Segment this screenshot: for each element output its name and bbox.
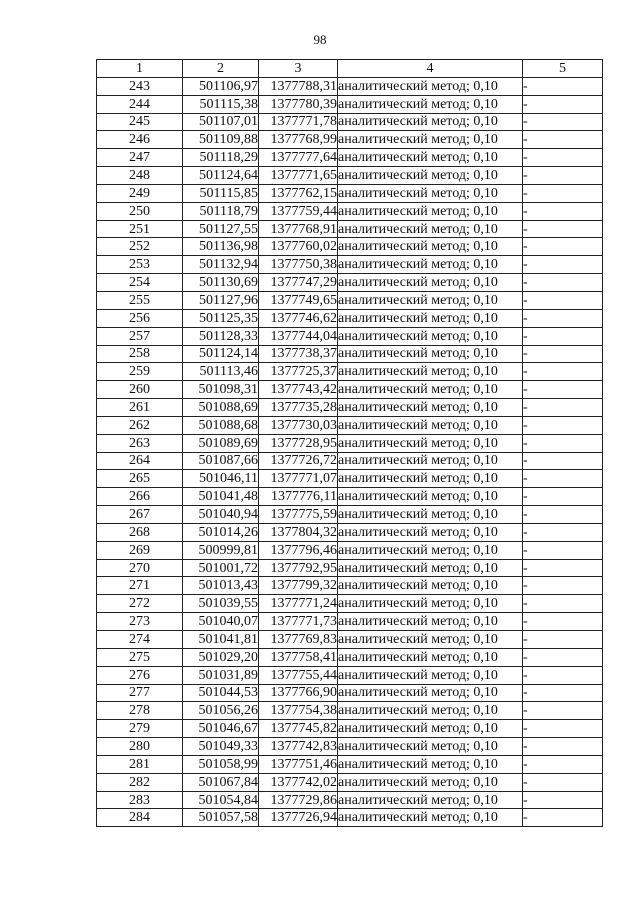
y-coordinate-cell: 1377729,86	[259, 791, 338, 809]
table-row	[97, 274, 603, 292]
table-row	[97, 345, 603, 363]
y-coordinate-cell: 1377766,90	[259, 684, 338, 702]
y-coordinate-cell: 1377747,29	[259, 274, 338, 292]
y-coordinate-cell: 1377771,73	[259, 613, 338, 631]
x-coordinate-cell: 501107,01	[183, 113, 259, 131]
note-cell: -	[523, 773, 603, 791]
table-row	[97, 167, 603, 185]
method-cell: аналитический метод; 0,10	[338, 238, 523, 256]
point-number-cell: 259	[97, 363, 183, 381]
x-coordinate-cell: 501057,58	[183, 809, 259, 827]
note-cell: -	[523, 684, 603, 702]
note-cell: -	[523, 167, 603, 185]
note-cell: -	[523, 702, 603, 720]
table-row	[97, 95, 603, 113]
x-coordinate-cell: 501054,84	[183, 791, 259, 809]
point-number-cell: 270	[97, 559, 183, 577]
x-coordinate-cell: 501115,38	[183, 95, 259, 113]
x-coordinate-cell: 501046,67	[183, 720, 259, 738]
note-cell: -	[523, 131, 603, 149]
point-number-cell: 263	[97, 434, 183, 452]
point-number-cell: 278	[97, 702, 183, 720]
method-cell: аналитический метод; 0,10	[338, 577, 523, 595]
note-cell: -	[523, 291, 603, 309]
point-number-cell: 244	[97, 95, 183, 113]
point-number-cell: 274	[97, 631, 183, 649]
x-coordinate-cell: 501136,98	[183, 238, 259, 256]
y-coordinate-cell: 1377775,59	[259, 506, 338, 524]
page-number: 98	[313, 32, 327, 47]
note-cell: -	[523, 648, 603, 666]
note-cell: -	[523, 274, 603, 292]
note-cell: -	[523, 470, 603, 488]
note-cell: -	[523, 113, 603, 131]
note-cell: -	[523, 613, 603, 631]
y-coordinate-cell: 1377745,82	[259, 720, 338, 738]
method-cell: аналитический метод; 0,10	[338, 755, 523, 773]
method-cell: аналитический метод; 0,10	[338, 167, 523, 185]
note-cell: -	[523, 488, 603, 506]
note-cell: -	[523, 238, 603, 256]
y-coordinate-cell: 1377776,11	[259, 488, 338, 506]
method-cell: аналитический метод; 0,10	[338, 256, 523, 274]
table-row	[97, 720, 603, 738]
note-cell: -	[523, 452, 603, 470]
x-coordinate-cell: 501128,33	[183, 327, 259, 345]
point-number-cell: 284	[97, 809, 183, 827]
x-coordinate-cell: 500999,81	[183, 541, 259, 559]
method-cell: аналитический метод; 0,10	[338, 648, 523, 666]
point-number-cell: 251	[97, 220, 183, 238]
point-number-cell: 271	[97, 577, 183, 595]
point-number-cell: 261	[97, 399, 183, 417]
table-row	[97, 327, 603, 345]
x-coordinate-cell: 501124,14	[183, 345, 259, 363]
y-coordinate-cell: 1377758,41	[259, 648, 338, 666]
y-coordinate-cell: 1377754,38	[259, 702, 338, 720]
note-cell: -	[523, 720, 603, 738]
y-coordinate-cell: 1377771,07	[259, 470, 338, 488]
x-coordinate-cell: 501130,69	[183, 274, 259, 292]
x-coordinate-cell: 501013,43	[183, 577, 259, 595]
method-cell: аналитический метод; 0,10	[338, 77, 523, 95]
table-row	[97, 738, 603, 756]
method-cell: аналитический метод; 0,10	[338, 113, 523, 131]
note-cell: -	[523, 809, 603, 827]
point-number-cell: 253	[97, 256, 183, 274]
table-header-row	[97, 60, 603, 78]
y-coordinate-cell: 1377728,95	[259, 434, 338, 452]
table-row	[97, 113, 603, 131]
point-number-cell: 252	[97, 238, 183, 256]
y-coordinate-cell: 1377738,37	[259, 345, 338, 363]
note-cell: -	[523, 577, 603, 595]
table-row	[97, 256, 603, 274]
point-number-cell: 273	[97, 613, 183, 631]
point-number-cell: 268	[97, 523, 183, 541]
y-coordinate-cell: 1377796,46	[259, 541, 338, 559]
note-cell: -	[523, 363, 603, 381]
method-cell: аналитический метод; 0,10	[338, 773, 523, 791]
point-number-cell: 266	[97, 488, 183, 506]
method-cell: аналитический метод; 0,10	[338, 95, 523, 113]
y-coordinate-cell: 1377799,32	[259, 577, 338, 595]
table-row	[97, 416, 603, 434]
table-row	[97, 559, 603, 577]
y-coordinate-cell: 1377769,83	[259, 631, 338, 649]
note-cell: -	[523, 202, 603, 220]
column-header: 2	[183, 60, 259, 78]
method-cell: аналитический метод; 0,10	[338, 720, 523, 738]
method-cell: аналитический метод; 0,10	[338, 363, 523, 381]
y-coordinate-cell: 1377746,62	[259, 309, 338, 327]
table-row	[97, 702, 603, 720]
point-number-cell: 276	[97, 666, 183, 684]
method-cell: аналитический метод; 0,10	[338, 809, 523, 827]
column-header: 3	[259, 60, 338, 78]
point-number-cell: 256	[97, 309, 183, 327]
y-coordinate-cell: 1377750,38	[259, 256, 338, 274]
x-coordinate-cell: 501087,66	[183, 452, 259, 470]
method-cell: аналитический метод; 0,10	[338, 684, 523, 702]
point-number-cell: 265	[97, 470, 183, 488]
method-cell: аналитический метод; 0,10	[338, 381, 523, 399]
note-cell: -	[523, 256, 603, 274]
table-row	[97, 452, 603, 470]
note-cell: -	[523, 184, 603, 202]
table-row	[97, 595, 603, 613]
x-coordinate-cell: 501132,94	[183, 256, 259, 274]
x-coordinate-cell: 501041,81	[183, 631, 259, 649]
method-cell: аналитический метод; 0,10	[338, 149, 523, 167]
note-cell: -	[523, 791, 603, 809]
note-cell: -	[523, 77, 603, 95]
y-coordinate-cell: 1377735,28	[259, 399, 338, 417]
x-coordinate-cell: 501067,84	[183, 773, 259, 791]
method-cell: аналитический метод; 0,10	[338, 399, 523, 417]
x-coordinate-cell: 501031,89	[183, 666, 259, 684]
x-coordinate-cell: 501113,46	[183, 363, 259, 381]
table-row	[97, 506, 603, 524]
method-cell: аналитический метод; 0,10	[338, 452, 523, 470]
table-row	[97, 523, 603, 541]
y-coordinate-cell: 1377726,72	[259, 452, 338, 470]
y-coordinate-cell: 1377771,65	[259, 167, 338, 185]
y-coordinate-cell: 1377755,44	[259, 666, 338, 684]
x-coordinate-cell: 501088,69	[183, 399, 259, 417]
table-row	[97, 541, 603, 559]
table-row	[97, 809, 603, 827]
point-number-cell: 248	[97, 167, 183, 185]
point-number-cell: 281	[97, 755, 183, 773]
y-coordinate-cell: 1377804,32	[259, 523, 338, 541]
point-number-cell: 245	[97, 113, 183, 131]
note-cell: -	[523, 149, 603, 167]
y-coordinate-cell: 1377742,83	[259, 738, 338, 756]
method-cell: аналитический метод; 0,10	[338, 541, 523, 559]
x-coordinate-cell: 501040,94	[183, 506, 259, 524]
y-coordinate-cell: 1377771,24	[259, 595, 338, 613]
y-coordinate-cell: 1377725,37	[259, 363, 338, 381]
table-row	[97, 202, 603, 220]
y-coordinate-cell: 1377760,02	[259, 238, 338, 256]
method-cell: аналитический метод; 0,10	[338, 434, 523, 452]
x-coordinate-cell: 501125,35	[183, 309, 259, 327]
table-row	[97, 684, 603, 702]
y-coordinate-cell: 1377749,65	[259, 291, 338, 309]
x-coordinate-cell: 501049,33	[183, 738, 259, 756]
x-coordinate-cell: 501106,97	[183, 77, 259, 95]
note-cell: -	[523, 416, 603, 434]
table-row	[97, 631, 603, 649]
table-row	[97, 577, 603, 595]
column-header: 5	[523, 60, 603, 78]
table-row	[97, 434, 603, 452]
y-coordinate-cell: 1377768,99	[259, 131, 338, 149]
point-number-cell: 254	[97, 274, 183, 292]
note-cell: -	[523, 345, 603, 363]
method-cell: аналитический метод; 0,10	[338, 274, 523, 292]
x-coordinate-cell: 501118,29	[183, 149, 259, 167]
y-coordinate-cell: 1377792,95	[259, 559, 338, 577]
x-coordinate-cell: 501127,96	[183, 291, 259, 309]
y-coordinate-cell: 1377730,03	[259, 416, 338, 434]
table-row	[97, 773, 603, 791]
table-row	[97, 131, 603, 149]
y-coordinate-cell: 1377742,02	[259, 773, 338, 791]
method-cell: аналитический метод; 0,10	[338, 131, 523, 149]
point-number-cell: 249	[97, 184, 183, 202]
method-cell: аналитический метод; 0,10	[338, 791, 523, 809]
x-coordinate-cell: 501127,55	[183, 220, 259, 238]
note-cell: -	[523, 666, 603, 684]
point-number-cell: 246	[97, 131, 183, 149]
point-number-cell: 272	[97, 595, 183, 613]
table-row	[97, 309, 603, 327]
point-number-cell: 243	[97, 77, 183, 95]
method-cell: аналитический метод; 0,10	[338, 416, 523, 434]
note-cell: -	[523, 434, 603, 452]
y-coordinate-cell: 1377744,04	[259, 327, 338, 345]
note-cell: -	[523, 309, 603, 327]
method-cell: аналитический метод; 0,10	[338, 470, 523, 488]
point-number-cell: 260	[97, 381, 183, 399]
note-cell: -	[523, 541, 603, 559]
x-coordinate-cell: 501014,26	[183, 523, 259, 541]
method-cell: аналитический метод; 0,10	[338, 666, 523, 684]
note-cell: -	[523, 399, 603, 417]
method-cell: аналитический метод; 0,10	[338, 327, 523, 345]
note-cell: -	[523, 506, 603, 524]
x-coordinate-cell: 501039,55	[183, 595, 259, 613]
x-coordinate-cell: 501044,53	[183, 684, 259, 702]
table-row	[97, 791, 603, 809]
note-cell: -	[523, 327, 603, 345]
note-cell: -	[523, 559, 603, 577]
point-number-cell: 275	[97, 648, 183, 666]
method-cell: аналитический метод; 0,10	[338, 488, 523, 506]
x-coordinate-cell: 501029,20	[183, 648, 259, 666]
point-number-cell: 258	[97, 345, 183, 363]
table-row	[97, 488, 603, 506]
point-number-cell: 250	[97, 202, 183, 220]
table-row	[97, 291, 603, 309]
point-number-cell: 247	[97, 149, 183, 167]
note-cell: -	[523, 95, 603, 113]
x-coordinate-cell: 501109,88	[183, 131, 259, 149]
y-coordinate-cell: 1377780,39	[259, 95, 338, 113]
x-coordinate-cell: 501098,31	[183, 381, 259, 399]
table-row	[97, 77, 603, 95]
point-number-cell: 257	[97, 327, 183, 345]
method-cell: аналитический метод; 0,10	[338, 702, 523, 720]
point-number-cell: 277	[97, 684, 183, 702]
table-row	[97, 381, 603, 399]
table-row	[97, 184, 603, 202]
table-row	[97, 470, 603, 488]
table-row	[97, 399, 603, 417]
method-cell: аналитический метод; 0,10	[338, 559, 523, 577]
y-coordinate-cell: 1377743,42	[259, 381, 338, 399]
column-header: 1	[97, 60, 183, 78]
x-coordinate-cell: 501088,68	[183, 416, 259, 434]
note-cell: -	[523, 595, 603, 613]
note-cell: -	[523, 755, 603, 773]
note-cell: -	[523, 381, 603, 399]
coordinates-table	[96, 59, 603, 827]
point-number-cell: 280	[97, 738, 183, 756]
table-row	[97, 238, 603, 256]
y-coordinate-cell: 1377768,91	[259, 220, 338, 238]
point-number-cell: 269	[97, 541, 183, 559]
x-coordinate-cell: 501041,48	[183, 488, 259, 506]
y-coordinate-cell: 1377759,44	[259, 202, 338, 220]
point-number-cell: 255	[97, 291, 183, 309]
table-row	[97, 755, 603, 773]
method-cell: аналитический метод; 0,10	[338, 291, 523, 309]
point-number-cell: 283	[97, 791, 183, 809]
y-coordinate-cell: 1377788,31	[259, 77, 338, 95]
table-row	[97, 220, 603, 238]
x-coordinate-cell: 501115,85	[183, 184, 259, 202]
column-header: 4	[338, 60, 523, 78]
method-cell: аналитический метод; 0,10	[338, 738, 523, 756]
y-coordinate-cell: 1377777,64	[259, 149, 338, 167]
y-coordinate-cell: 1377751,46	[259, 755, 338, 773]
method-cell: аналитический метод; 0,10	[338, 506, 523, 524]
x-coordinate-cell: 501056,26	[183, 702, 259, 720]
point-number-cell: 264	[97, 452, 183, 470]
table-row	[97, 648, 603, 666]
y-coordinate-cell: 1377726,94	[259, 809, 338, 827]
note-cell: -	[523, 738, 603, 756]
x-coordinate-cell: 501089,69	[183, 434, 259, 452]
method-cell: аналитический метод; 0,10	[338, 220, 523, 238]
table-row	[97, 149, 603, 167]
x-coordinate-cell: 501124,64	[183, 167, 259, 185]
y-coordinate-cell: 1377762,15	[259, 184, 338, 202]
point-number-cell: 282	[97, 773, 183, 791]
table-row	[97, 363, 603, 381]
point-number-cell: 262	[97, 416, 183, 434]
method-cell: аналитический метод; 0,10	[338, 595, 523, 613]
point-number-cell: 267	[97, 506, 183, 524]
x-coordinate-cell: 501001,72	[183, 559, 259, 577]
method-cell: аналитический метод; 0,10	[338, 345, 523, 363]
method-cell: аналитический метод; 0,10	[338, 202, 523, 220]
x-coordinate-cell: 501046,11	[183, 470, 259, 488]
note-cell: -	[523, 220, 603, 238]
x-coordinate-cell: 501040,07	[183, 613, 259, 631]
x-coordinate-cell: 501118,79	[183, 202, 259, 220]
note-cell: -	[523, 523, 603, 541]
table-row	[97, 666, 603, 684]
method-cell: аналитический метод; 0,10	[338, 309, 523, 327]
table-row	[97, 613, 603, 631]
y-coordinate-cell: 1377771,78	[259, 113, 338, 131]
note-cell: -	[523, 631, 603, 649]
method-cell: аналитический метод; 0,10	[338, 523, 523, 541]
method-cell: аналитический метод; 0,10	[338, 631, 523, 649]
method-cell: аналитический метод; 0,10	[338, 613, 523, 631]
x-coordinate-cell: 501058,99	[183, 755, 259, 773]
method-cell: аналитический метод; 0,10	[338, 184, 523, 202]
point-number-cell: 279	[97, 720, 183, 738]
